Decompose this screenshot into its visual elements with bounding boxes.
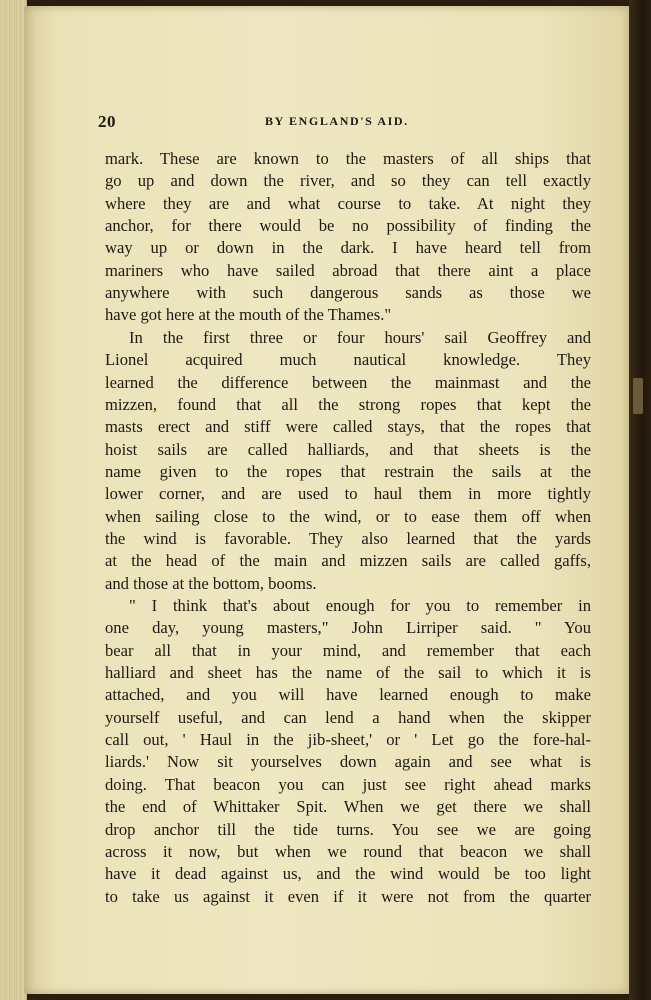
text-line: call out, ' Haul in the jib-sheet,' or ' Let go the fore-hal- xyxy=(105,730,591,750)
text-line: mizzen, found that all the strong ropes that kept the xyxy=(105,394,591,414)
running-head xyxy=(98,108,591,136)
text-line: yourself useful, and can lend a hand when the skipper xyxy=(105,707,591,727)
text-line: when sailing close to the wind, or to ease them off when xyxy=(105,506,591,526)
text-line: Lionel acquired much nautical knowledge. They xyxy=(105,350,591,370)
text-line: mark. These are known to the masters of all ships that xyxy=(105,149,591,168)
text-line: learned the difference between the mainmast and the xyxy=(105,372,591,392)
text-line: the wind is favorable. They also learned that the yards xyxy=(105,528,591,548)
page-stack-edge xyxy=(0,0,27,1000)
page-number: 20 xyxy=(98,112,116,131)
text-line: " I think that's about enough for you to remember in xyxy=(129,596,591,615)
text-block xyxy=(98,108,591,906)
text-line: to take us against it even if it were not from the quarter xyxy=(105,886,591,906)
text-line: hoist sails are called halliards, and that sheets is the xyxy=(105,439,591,459)
text-line: anchor, for there would be no possibility of finding the xyxy=(105,216,591,236)
text-line: the end of Whittaker Spit. When we get there we shall xyxy=(105,797,591,817)
text-line: In the first three or four hours' sail Geoffrey and xyxy=(129,327,591,347)
text-line: name given to the ropes that restrain the sails at the xyxy=(105,461,591,481)
text-line: bear all that in your mind, and remember that each xyxy=(105,640,591,660)
text-line: way up or down in the dark. I have heard tell from xyxy=(105,238,591,258)
text-line: halliard and sheet has the name of the sail to which it is xyxy=(105,663,591,683)
text-line: where they are and what course to take. At night they xyxy=(105,193,591,213)
book-spine-edge xyxy=(629,0,651,1000)
text-line: at the head of the main and mizzen sails are called gaffs, xyxy=(105,551,591,571)
text-line: have got here at the mouth of the Thames." xyxy=(105,305,392,325)
text-line: anywhere with such dangerous sands as those we xyxy=(105,283,591,303)
text-line: one day, young masters," John Lirriper said. " You xyxy=(105,618,591,638)
text-line: drop anchor till the tide turns. You see we are going xyxy=(105,819,591,839)
text-line: across it now, but when we round that beacon we shall xyxy=(105,841,591,861)
text-line: mariners who have sailed abroad that there aint a place xyxy=(105,260,591,280)
running-head-title: BY ENGLAND'S AID. xyxy=(265,114,409,128)
text-line: have it dead against us, and the wind would be too light xyxy=(105,864,591,884)
text-line: lower corner, and are used to haul them in more tightly xyxy=(105,484,591,504)
text-line: masts erect and stiff were called stays, that the ropes that xyxy=(105,417,591,437)
text-line: attached, and you will have learned enough to make xyxy=(105,685,591,705)
text-line: go up and down the river, and so they can tell exactly xyxy=(105,171,591,191)
text-line: liards.' Now sit yourselves down again and see what is xyxy=(105,752,591,772)
spine-tab xyxy=(633,378,643,414)
text-line: doing. That beacon you can just see right ahead marks xyxy=(105,774,591,794)
text-line: and those at the bottom, booms. xyxy=(105,573,317,593)
